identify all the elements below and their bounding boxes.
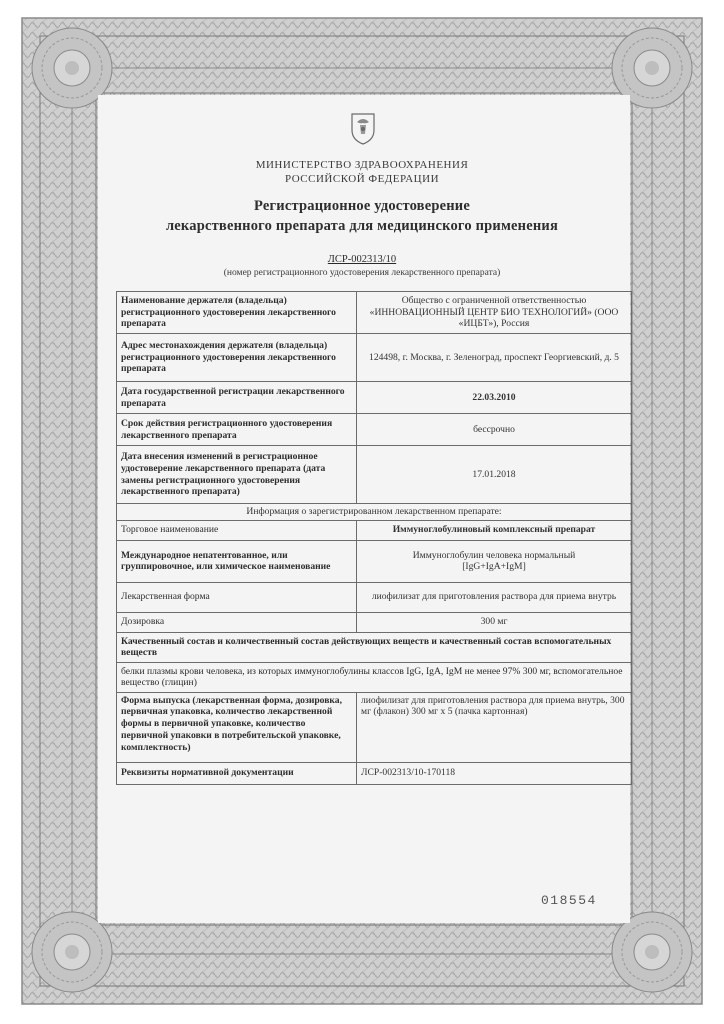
serial-number: 018554 (541, 893, 597, 908)
table-row (117, 414, 632, 446)
inn-value-line2: [IgG+IgA+IgM] (462, 561, 526, 573)
normative-docs-label: Реквизиты нормативной документации (117, 762, 357, 784)
inn-value (357, 540, 632, 582)
release-form-value: лиофилизат для приготовления раствора для приема внутрь, 300 мг (флакон) 300 мг х 5 (пачка картонная) (357, 692, 632, 762)
document-title-line1: Регистрационное удостоверение (254, 198, 470, 214)
table-row (117, 382, 632, 414)
normative-docs-value: ЛСР-002313/10-170118 (357, 762, 632, 784)
trade-name-label: Торговое наименование (117, 520, 357, 540)
table-row (117, 762, 632, 784)
table-row (117, 504, 632, 521)
holder-address-label: Адрес местонахождения держателя (владельца) регистрационного удостоверения лекарственного препарата (117, 334, 357, 382)
dosage-value: 300 мг (357, 612, 632, 632)
table-row (117, 334, 632, 382)
drug-info-section-title: Информация о зарегистрированном лекарственном препарате: (117, 504, 632, 521)
ministry-name-line2: РОССИЙСКОЙ ФЕДЕРАЦИИ (284, 173, 440, 185)
table-row (117, 582, 632, 612)
registration-date-label: Дата государственной регистрации лекарственного препарата (117, 382, 357, 414)
trade-name-value: Иммуноглобулиновый комплексный препарат (357, 520, 632, 540)
holder-name-label: Наименование держателя (владельца) регистрационного удостоверения лекарственного препарата (117, 292, 357, 334)
dosage-form-label: Лекарственная форма (117, 582, 357, 612)
corner-rosette-bottom-right (612, 912, 692, 992)
change-date-value: 17.01.2018 (357, 446, 632, 504)
validity-label: Срок действия регистрационного удостоверения лекарственного препарата (117, 414, 357, 446)
registration-number: ЛСР-002313/10 (327, 254, 397, 265)
holder-name-value: Общество с ограниченной ответственностью «ИННОВАЦИОННЫЙ ЦЕНТР БИО ТЕХНОЛОГИЙ» (ООО «ИЦБТ»), Россия (357, 292, 632, 334)
inn-value-line1: Иммуноглобулин человека нормальный (412, 549, 576, 561)
table-row (117, 692, 632, 762)
table-row (117, 632, 632, 662)
table-row (117, 520, 632, 540)
registration-number-caption: (номер регистрационного удостоверения лекарственного препарата) (223, 268, 501, 278)
coat-of-arms-icon (348, 110, 378, 146)
table-row (117, 446, 632, 504)
table-row (117, 540, 632, 582)
validity-value: бессрочно (357, 414, 632, 446)
release-form-label: Форма выпуска (лекарственная форма, дозировка, первичная упаковка, количество лекарственной формы в первичной упаковке, количество первичной упаковки в потребительской упаковке, комплектность) (117, 692, 357, 762)
inn-label: Международное непатентованное, или группировочное, или химическое наименование (117, 540, 357, 582)
table-row (117, 612, 632, 632)
table-row (117, 292, 632, 334)
dosage-label: Дозировка (117, 612, 357, 632)
holder-address-value: 124498, г. Москва, г. Зеленоград, проспект Георгиевский, д. 5 (357, 334, 632, 382)
composition-label: Качественный состав и количественный состав действующих веществ и качественный состав вспомогательных веществ (117, 632, 632, 662)
table-row (117, 662, 632, 692)
registration-info-table (116, 291, 632, 785)
dosage-form-value: лиофилизат для приготовления раствора для приема внутрь (357, 582, 632, 612)
change-date-label: Дата внесения изменений в регистрационное удостоверение лекарственного препарата (дата замены регистрационного удостоверения лекарственного препарата) (117, 446, 357, 504)
registration-date-value: 22.03.2010 (357, 382, 632, 414)
document-title-line2: лекарственного препарата для медицинского применения (165, 218, 559, 234)
composition-value: белки плазмы крови человека, из которых иммуноглобулины классов IgG, IgA, IgM не менее 97% 300 мг, вспомогательное вещество (глицин) (117, 662, 632, 692)
corner-rosette-bottom-left (32, 912, 112, 992)
ministry-name-line1: МИНИСТЕРСТВО ЗДРАВООХРАНЕНИЯ (255, 159, 469, 171)
